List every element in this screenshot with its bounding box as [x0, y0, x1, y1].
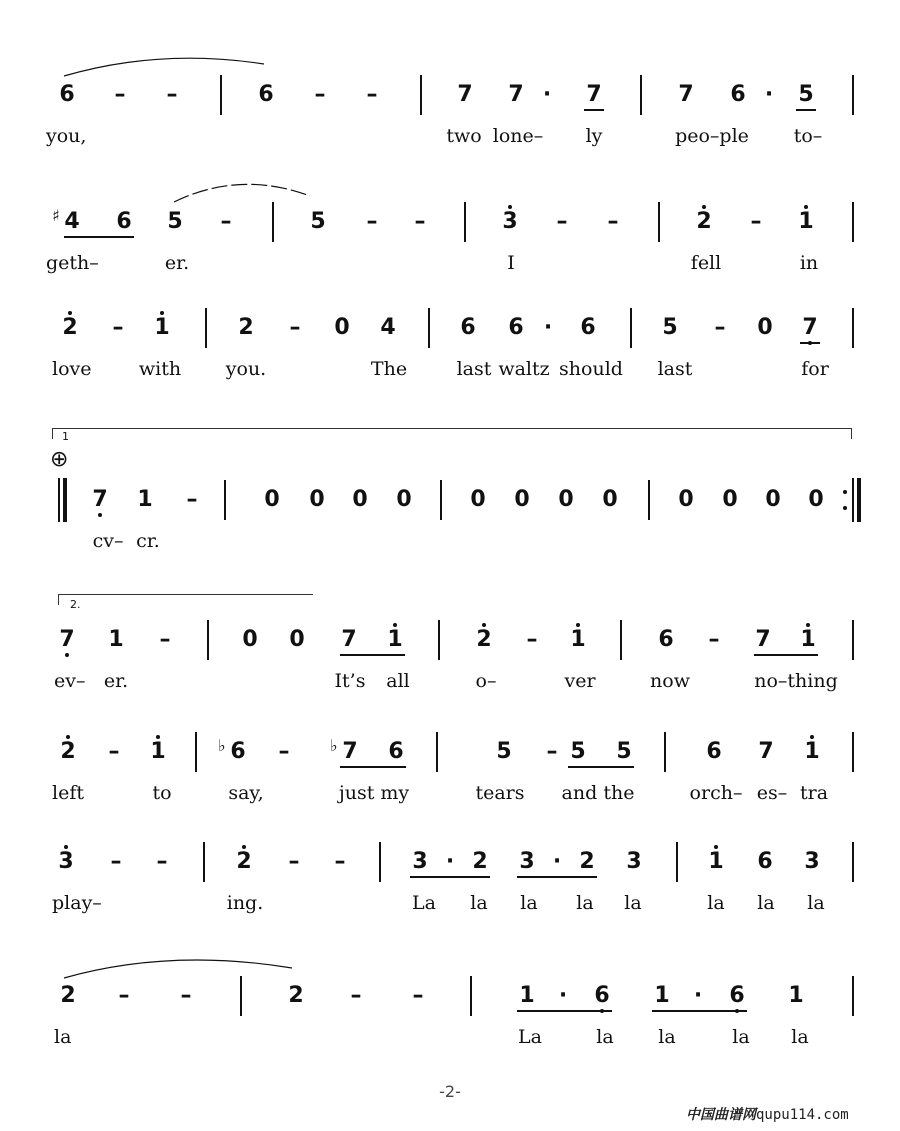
- note-dash: –: [556, 209, 568, 234]
- note: 3: [804, 849, 820, 874]
- octave-dot-above: [804, 205, 808, 209]
- note: 7: [798, 317, 822, 339]
- lyric-syllable: two: [446, 125, 482, 147]
- lyric-syllable: to: [152, 782, 172, 804]
- lyric-syllable: er.: [103, 670, 129, 692]
- barline: [272, 202, 274, 242]
- barline: [852, 732, 854, 772]
- lyric-syllable: lone–: [492, 125, 544, 147]
- note-dash: –: [288, 849, 300, 874]
- barline: [620, 620, 622, 660]
- note: 3: [519, 849, 535, 874]
- note: 2: [472, 849, 488, 874]
- lyric-syllable: cr.: [136, 530, 160, 552]
- note: 0: [470, 487, 486, 512]
- note-dash: –: [186, 487, 198, 512]
- lyric-syllable: tra: [799, 782, 829, 804]
- note: 7: [457, 82, 473, 107]
- note-dash: –: [714, 315, 726, 340]
- note-dash: –: [414, 209, 426, 234]
- note: 1: [150, 317, 174, 339]
- note: 0: [722, 487, 738, 512]
- lyric-syllable: waltz: [498, 358, 550, 380]
- beam-underline: [584, 109, 604, 111]
- lyric-syllable: er.: [164, 252, 190, 274]
- beam-underline: [568, 766, 634, 768]
- note-dash: –: [750, 209, 762, 234]
- barline: [852, 842, 854, 882]
- note: 7: [758, 739, 774, 764]
- note: 6: [580, 315, 596, 340]
- note: 5: [616, 739, 632, 764]
- staff-line-3: [0, 315, 900, 408]
- note: 4 ♯: [52, 206, 80, 234]
- lyric-syllable: left: [52, 782, 84, 804]
- lyric-syllable: play–: [52, 892, 102, 914]
- staff-line-5: [0, 627, 900, 720]
- note: 6: [590, 985, 614, 1007]
- lyric-syllable: peo–ple: [675, 125, 749, 147]
- note-dot: ·: [558, 983, 568, 1008]
- beam-underline: [340, 654, 405, 656]
- lyric-syllable: la: [707, 892, 725, 914]
- note-dash: –: [108, 739, 120, 764]
- note-dash: –: [110, 849, 122, 874]
- note: 1: [654, 983, 670, 1008]
- watermark-cn: 中国曲谱网: [686, 1107, 756, 1123]
- note: 7: [55, 629, 79, 651]
- beam-underline: [796, 109, 816, 111]
- beam-underline: [754, 654, 818, 656]
- note: 0: [757, 315, 773, 340]
- note: 6: [757, 849, 773, 874]
- lyric-syllable: last: [456, 358, 492, 380]
- slur-tie: [170, 176, 320, 206]
- staff-line-2: [0, 206, 900, 302]
- lyric-syllable: you,: [46, 125, 87, 147]
- note-dash: –: [546, 739, 558, 764]
- lyric-syllable: last: [657, 358, 693, 380]
- note-dash: –: [412, 983, 424, 1008]
- coda-icon: ⊕: [50, 447, 69, 472]
- note: 1: [800, 741, 824, 763]
- lyric-syllable: la: [624, 892, 642, 914]
- note-dot: ·: [445, 849, 455, 874]
- note: 5: [570, 739, 586, 764]
- note-dash: –: [526, 627, 538, 652]
- lyric-syllable: o–: [475, 670, 497, 692]
- note: 5: [167, 209, 183, 234]
- lyric-syllable: love: [52, 358, 92, 380]
- note-dot: ·: [693, 983, 703, 1008]
- note: 1: [137, 487, 153, 512]
- barline: [852, 202, 854, 242]
- note-dash: –: [159, 627, 171, 652]
- note-dot: ·: [764, 82, 774, 107]
- note-dash: –: [366, 82, 378, 107]
- note: 3: [626, 849, 642, 874]
- lyric-syllable: la: [757, 892, 775, 914]
- octave-dot-above: [160, 311, 164, 315]
- note-dash: –: [118, 983, 130, 1008]
- lyric-syllable: for: [801, 358, 829, 380]
- lyric-syllable: fell: [690, 252, 722, 274]
- barline: [240, 976, 242, 1016]
- note: 2: [472, 629, 496, 651]
- lyric-syllable: just my: [338, 782, 410, 804]
- note: 0: [808, 487, 824, 512]
- barline: [640, 75, 642, 115]
- note: 3: [54, 851, 78, 873]
- note-dash: –: [366, 209, 378, 234]
- barline: [852, 620, 854, 660]
- barline: [470, 976, 472, 1016]
- lyric-syllable: I: [507, 252, 515, 274]
- beam-underline: [517, 1010, 612, 1012]
- octave-dot-above: [810, 735, 814, 739]
- note: 6: [508, 315, 524, 340]
- lyric-syllable: with: [138, 358, 182, 380]
- octave-dot-above: [242, 845, 246, 849]
- lyric-syllable: say,: [228, 782, 264, 804]
- note-dash: –: [334, 849, 346, 874]
- barline: [676, 842, 678, 882]
- beam-underline: [340, 766, 406, 768]
- note: 0: [558, 487, 574, 512]
- octave-dot-above: [714, 845, 718, 849]
- beam-underline: [410, 876, 490, 878]
- lyric-syllable: should: [559, 358, 623, 380]
- note: 6 ♭: [218, 736, 246, 764]
- lyric-syllable: and the: [561, 782, 635, 804]
- barline: [630, 308, 632, 348]
- lyric-syllable: ev–: [54, 670, 86, 692]
- barline: [852, 75, 854, 115]
- octave-dot-above: [156, 735, 160, 739]
- note: 6: [730, 82, 746, 107]
- lyric-syllable: ing.: [226, 892, 264, 914]
- lyric-syllable: la: [470, 892, 488, 914]
- note: 0: [396, 487, 412, 512]
- note: 6: [258, 82, 274, 107]
- barline: [438, 620, 440, 660]
- lyric-syllable: geth–: [46, 252, 99, 274]
- note-dash: –: [112, 315, 124, 340]
- note: 0: [334, 315, 350, 340]
- note: 2: [579, 849, 595, 874]
- lyric-syllable: all: [386, 670, 410, 692]
- barline: [440, 480, 442, 520]
- note: 2: [56, 741, 80, 763]
- staff-line-7: [0, 849, 900, 942]
- octave-dot-above: [64, 845, 68, 849]
- lyric-syllable: la: [732, 1026, 750, 1048]
- barline: [205, 308, 207, 348]
- note: 6: [59, 82, 75, 107]
- note: 7: [341, 627, 357, 652]
- note: 0: [264, 487, 280, 512]
- octave-dot-above: [508, 205, 512, 209]
- lyric-syllable: no–thing: [754, 670, 838, 692]
- lyric-syllable: cv–: [92, 530, 124, 552]
- slur-tie: [60, 954, 300, 984]
- octave-dot-above: [806, 623, 810, 627]
- barline: [207, 620, 209, 660]
- octave-dot-above: [68, 311, 72, 315]
- note: 6: [706, 739, 722, 764]
- note: 2: [58, 317, 82, 339]
- note-dash: –: [289, 315, 301, 340]
- lyric-syllable: la: [791, 1026, 809, 1048]
- slur-tie: [60, 50, 280, 80]
- lyric-syllable: orch–: [689, 782, 743, 804]
- octave-dot-below: [65, 653, 69, 657]
- beam-underline: [652, 1010, 747, 1012]
- note: 5: [662, 315, 678, 340]
- lyric-syllable: to–: [793, 125, 823, 147]
- lyric-syllable: la: [658, 1026, 676, 1048]
- note: 0: [352, 487, 368, 512]
- note: 0: [678, 487, 694, 512]
- barline: [220, 75, 222, 115]
- note: 2: [60, 983, 76, 1008]
- lyric-syllable: La: [412, 892, 436, 914]
- note: 5: [496, 739, 512, 764]
- lyric-syllable: la: [596, 1026, 614, 1048]
- note: 4: [380, 315, 396, 340]
- note-dot: ·: [543, 315, 553, 340]
- note-dash: –: [114, 82, 126, 107]
- note: 1: [796, 629, 820, 651]
- note: 1: [794, 211, 818, 233]
- accidental: ♯: [52, 206, 60, 225]
- volta-bracket-2: [58, 594, 313, 605]
- staff-line-1: [0, 82, 900, 175]
- note: 2: [692, 211, 716, 233]
- octave-dot-above: [576, 623, 580, 627]
- note: 1: [519, 983, 535, 1008]
- note: 2: [288, 983, 304, 1008]
- volta-label: 1: [62, 430, 69, 443]
- watermark: [686, 1104, 849, 1124]
- note: 3: [412, 849, 428, 874]
- note: 3: [498, 211, 522, 233]
- note-dot: ·: [542, 82, 552, 107]
- lyric-syllable: in: [799, 252, 819, 274]
- staff-line-6: [0, 736, 900, 832]
- note: 2: [238, 315, 254, 340]
- note: 5: [798, 82, 814, 107]
- note: 1: [108, 627, 124, 652]
- lyric-syllable: la: [576, 892, 594, 914]
- note: 1: [566, 629, 590, 651]
- note: 0: [765, 487, 781, 512]
- volta-bracket-1: [52, 428, 852, 439]
- lyric-syllable: tears: [475, 782, 525, 804]
- beam-underline: [800, 342, 820, 344]
- note: 6: [116, 209, 132, 234]
- barline: [420, 75, 422, 115]
- barline: [664, 732, 666, 772]
- octave-dot-above: [66, 735, 70, 739]
- barline: [195, 732, 197, 772]
- note: 6: [460, 315, 476, 340]
- note: 7: [678, 82, 694, 107]
- beam-underline: [517, 876, 597, 878]
- watermark-site: qupu114.com: [756, 1107, 849, 1123]
- note-dash: –: [278, 739, 290, 764]
- beam-underline: [64, 236, 134, 238]
- note: 6: [388, 739, 404, 764]
- page-number: -2-: [439, 1082, 461, 1101]
- staff-line-4: [0, 487, 900, 580]
- lyric-syllable: ly: [585, 125, 603, 147]
- note: 2: [232, 851, 256, 873]
- note: 1: [146, 741, 170, 763]
- note: 1: [704, 851, 728, 873]
- note: 1: [788, 983, 804, 1008]
- note: 6: [658, 627, 674, 652]
- barline: [203, 842, 205, 882]
- note-dash: –: [156, 849, 168, 874]
- octave-dot-above: [482, 623, 486, 627]
- octave-dot-above: [702, 205, 706, 209]
- note: 0: [602, 487, 618, 512]
- barline: [658, 202, 660, 242]
- barline: [224, 480, 226, 520]
- note: 0: [289, 627, 305, 652]
- note-dash: –: [220, 209, 232, 234]
- barline: [648, 480, 650, 520]
- octave-dot-below: [98, 513, 102, 517]
- note: 5: [310, 209, 326, 234]
- barline: [379, 842, 381, 882]
- barline: [436, 732, 438, 772]
- lyric-syllable: It’s: [334, 670, 366, 692]
- lyric-syllable: you.: [225, 358, 267, 380]
- note: 7: [586, 82, 602, 107]
- accidental: ♭: [218, 736, 226, 755]
- note: 7: [508, 82, 524, 107]
- volta-label: 2.: [70, 598, 81, 611]
- note: 7 ♭: [330, 736, 358, 764]
- note-dash: –: [180, 983, 192, 1008]
- note-dash: –: [607, 209, 619, 234]
- lyric-syllable: now: [650, 670, 690, 692]
- lyric-syllable: The: [370, 358, 408, 380]
- note: 1: [383, 629, 407, 651]
- lyric-syllable: La: [518, 1026, 542, 1048]
- note: 0: [309, 487, 325, 512]
- note-dot: ·: [552, 849, 562, 874]
- lyric-syllable: ver: [564, 670, 596, 692]
- note-dash: –: [350, 983, 362, 1008]
- barline: [852, 308, 854, 348]
- note-dash: –: [314, 82, 326, 107]
- note: 0: [242, 627, 258, 652]
- barline: [852, 976, 854, 1016]
- lyric-syllable: es–: [756, 782, 788, 804]
- lyric-syllable: la: [54, 1026, 72, 1048]
- note-dash: –: [708, 627, 720, 652]
- note: 6: [725, 985, 749, 1007]
- note: 7: [755, 627, 771, 652]
- note-dash: –: [166, 82, 178, 107]
- lyric-syllable: la: [520, 892, 538, 914]
- staff-line-8: [0, 983, 900, 1076]
- note: 7: [88, 489, 112, 511]
- barline: [464, 202, 466, 242]
- lyric-syllable: la: [807, 892, 825, 914]
- barline: [428, 308, 430, 348]
- octave-dot-above: [393, 623, 397, 627]
- repeat-dot: [843, 490, 847, 494]
- note: 0: [514, 487, 530, 512]
- accidental: ♭: [330, 736, 338, 755]
